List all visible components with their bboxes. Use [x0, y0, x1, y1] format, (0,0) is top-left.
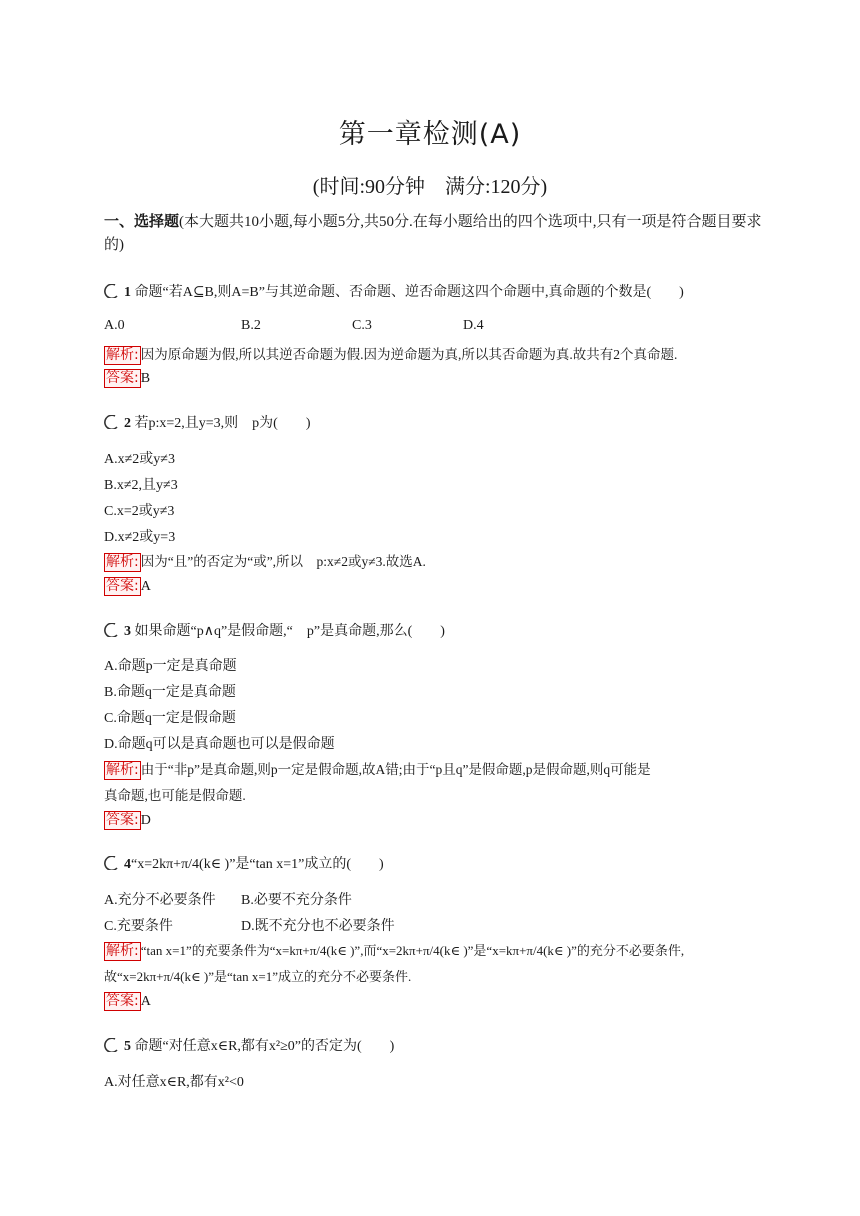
question-marker-icon — [104, 1038, 118, 1052]
section-desc: (本大题共10小题,每小题5分,共50分.在每小题给出的四个选项中,只有一项是符合题目要求的) — [104, 214, 762, 253]
section-head: 一、选择题 — [104, 212, 180, 230]
question-marker-icon — [104, 856, 118, 870]
option-a: A.0 — [104, 318, 125, 333]
option-b: B.2 — [241, 318, 261, 333]
answer-1 — [104, 369, 150, 388]
answer-value: D — [140, 813, 151, 828]
answer-label: 答案: — [106, 578, 139, 594]
answer-value: A — [140, 994, 151, 1009]
answer-4 — [104, 992, 151, 1011]
analysis-label: 解析: — [106, 762, 139, 778]
analysis-2 — [104, 550, 426, 572]
analysis-1 — [104, 343, 677, 365]
page-subtitle: (时间:90分钟 满分:120分) — [312, 176, 548, 198]
question-text: “x=2kπ+π/4(k∈ )”是“tan x=1”成立的( ) — [131, 857, 384, 872]
option-c: C.充要条件 — [104, 919, 173, 934]
question-marker-icon — [104, 623, 118, 637]
option-c: C.命题q一定是假命题 — [104, 711, 236, 726]
question-number: 5 — [124, 1039, 131, 1054]
question-text: 命题“若A⊆B,则A=B”与其逆命题、否命题、逆否命题这四个命题中,真命题的个数是( ) — [134, 285, 684, 300]
question-4 — [104, 853, 384, 873]
question-text: 若p:x=2,且y=3,则 p为( ) — [134, 416, 311, 431]
option-c: C.x=2或y≠3 — [104, 504, 175, 519]
question-2 — [104, 412, 311, 432]
question-3 — [104, 620, 445, 640]
option-a: A.对任意x∈R,都有x²<0 — [104, 1075, 244, 1090]
question-number: 2 — [124, 416, 131, 431]
question-1 — [104, 281, 684, 301]
option-a: A.x≠2或y≠3 — [104, 452, 175, 467]
analysis-label: 解析: — [106, 943, 139, 959]
analysis-label: 解析: — [106, 554, 139, 570]
question-number: 4 — [124, 857, 131, 872]
question-text: 如果命题“p∧q”是假命题,“ p”是真命题,那么( ) — [134, 624, 445, 639]
answer-label: 答案: — [106, 993, 139, 1009]
analysis-text-line2: 真命题,也可能是假命题. — [104, 788, 246, 803]
question-marker-icon — [104, 284, 118, 298]
answer-label: 答案: — [106, 370, 139, 386]
answer-2 — [104, 577, 151, 596]
analysis-text: 因为原命题为假,所以其逆否命题为假.因为逆命题为真,所以其否命题为真.故共有2个真命题. — [140, 347, 678, 362]
option-b: B.x≠2,且y≠3 — [104, 478, 178, 493]
analysis-label: 解析: — [106, 347, 139, 363]
page-title: 第一章检测(A) — [338, 119, 522, 150]
analysis-4 — [104, 940, 684, 961]
option-d: D.既不充分也不必要条件 — [241, 919, 395, 934]
question-4-options-row2 — [104, 915, 395, 935]
question-1-options — [104, 318, 484, 334]
question-5 — [104, 1035, 394, 1055]
option-c: C.3 — [352, 318, 372, 333]
option-b: B.命题q一定是真命题 — [104, 685, 236, 700]
answer-value: A — [140, 579, 151, 594]
option-d: D.4 — [463, 318, 484, 333]
option-d: D.x≠2或y=3 — [104, 530, 176, 545]
answer-label: 答案: — [106, 812, 139, 828]
analysis-text-line2: 故“x=2kπ+π/4(k∈ )”是“tan x=1”成立的充分不必要条件. — [104, 969, 412, 984]
answer-3 — [104, 811, 151, 830]
question-4-options-row1 — [104, 889, 352, 909]
option-a: A.充分不必要条件 — [104, 893, 216, 908]
option-a: A.命题p一定是真命题 — [104, 659, 237, 674]
analysis-text: 因为“且”的否定为“或”,所以 p:x≠2或y≠3.故选A. — [140, 554, 426, 569]
option-d: D.命题q可以是真命题也可以是假命题 — [104, 737, 335, 752]
option-b: B.必要不充分条件 — [241, 893, 352, 908]
answer-value: B — [140, 371, 151, 386]
section-header — [104, 210, 764, 257]
question-marker-icon — [104, 415, 118, 429]
question-number: 3 — [124, 624, 131, 639]
analysis-text-line1: “tan x=1”的充要条件为“x=kπ+π/4(k∈ )”,而“x=2kπ+π/4(k∈ )”是“x=kπ+π/4(k∈ )”的充分不必要条件, — [140, 943, 685, 958]
question-text: 命题“对任意x∈R,都有x²≥0”的否定为( ) — [134, 1039, 395, 1054]
analysis-text-line1: 由于“非p”是真命题,则p一定是假命题,故A错;由于“p且q”是假命题,p是假命题,则q可能是 — [140, 762, 651, 777]
question-number: 1 — [124, 285, 131, 300]
analysis-3 — [104, 758, 651, 780]
